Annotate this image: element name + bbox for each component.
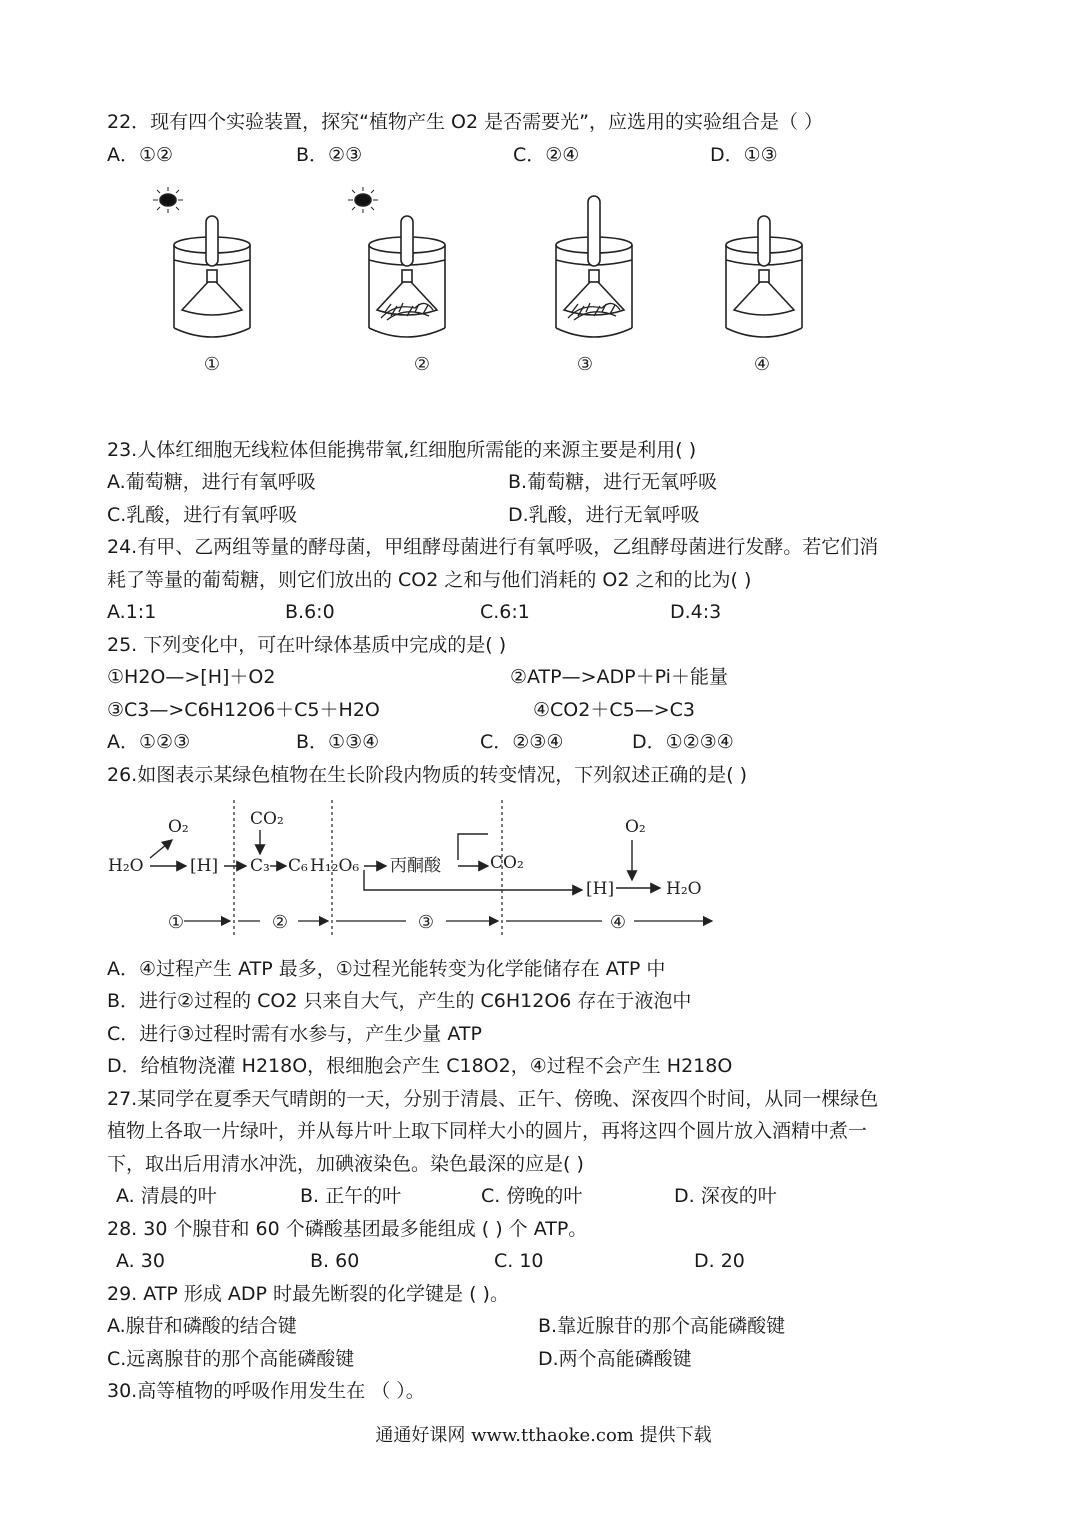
- q25-option-b: B．①③④: [296, 731, 380, 753]
- q23-option-b: B.葡萄糖，进行无氧呼吸: [508, 471, 718, 493]
- q29-option-b: B.靠近腺苷的那个高能磷酸键: [538, 1315, 786, 1337]
- diagram-c3: C₃: [250, 856, 270, 876]
- diagram-h-second: [H]: [586, 879, 615, 899]
- q23-option-c: C.乳酸，进行有氧呼吸: [107, 504, 298, 526]
- diagram-h-first: [H]: [190, 856, 219, 876]
- q29-stem: 29. ATP 形成 ADP 时最先断裂的化学键是 ( )。: [107, 1283, 509, 1305]
- diagram-stage-2: ②: [271, 912, 289, 933]
- q27-option-b: B. 正午的叶: [300, 1185, 402, 1207]
- q26-stem: 26.如图表示某绿色植物在生长阶段内物质的转变情况，下列叙述正确的是( ): [107, 764, 748, 786]
- q25-item-1: ①H2O—>[H]＋O2: [107, 666, 276, 688]
- aquatic-plant: [381, 303, 433, 320]
- q26-option-d: D．给植物浇灌 H218O，根细胞会产生 C18O2，④过程不会产生 H218O: [107, 1055, 733, 1077]
- q26-option-b: B．进行②过程的 CO2 只来自大气，产生的 C6H12O6 存在于液泡中: [107, 990, 692, 1012]
- q24-option-a: A.1:1: [107, 601, 157, 623]
- q27-stem-line-2: 植物上各取一片绿叶，并从每片叶上取下同样大小的圆片，再将这四个圆片放入酒精中煮一: [107, 1120, 868, 1142]
- diagram-h2o-input: H₂O: [108, 856, 144, 876]
- q27-option-a: A. 清晨的叶: [116, 1185, 217, 1207]
- q25-option-a: A．①②③: [107, 731, 191, 753]
- q22-option-a: A．①②: [107, 144, 174, 166]
- q24-stem-line-2: 耗了等量的葡萄糖，则它们放出的 CO2 之和与他们消耗的 O2 之和的比为( ): [107, 569, 752, 591]
- apparatus-3: [556, 196, 632, 337]
- apparatus-label-1: ①: [203, 354, 221, 373]
- sun-icon: [348, 187, 378, 213]
- q24-option-b: B.6:0: [285, 601, 335, 623]
- q26-option-a: A．④过程产生 ATP 最多，①过程光能转变为化学能储存在 ATP 中: [107, 958, 666, 980]
- diagram-h2o-output: H₂O: [666, 879, 702, 899]
- q23-stem: 23.人体红细胞无线粒体但能携带氧,红细胞所需能的来源主要是利用( ): [107, 439, 697, 461]
- sun-icon: [153, 187, 183, 213]
- q28-option-b: B. 60: [310, 1250, 360, 1272]
- diagram-pyruvate: 丙酮酸: [390, 856, 441, 876]
- q27-option-c: C. 傍晚的叶: [481, 1185, 583, 1207]
- diagram-co2-output: CO₂: [490, 853, 524, 873]
- q29-option-d: D.两个高能磷酸键: [538, 1348, 692, 1370]
- q25-stem: 25. 下列变化中，可在叶绿体基质中完成的是( ): [107, 634, 507, 656]
- diagram-co2-input: CO₂: [250, 809, 284, 829]
- q28-option-c: C. 10: [494, 1250, 544, 1272]
- apparatus-label-3: ③: [576, 354, 594, 373]
- q29-option-a: A.腺苷和磷酸的结合键: [107, 1315, 297, 1337]
- q25-option-d: D．①②③④: [632, 731, 734, 753]
- q22-option-c: C．②④: [513, 144, 580, 166]
- q27-stem-line-3: 下，取出后用清水冲洗，加碘液染色。染色最深的应是( ): [107, 1153, 584, 1175]
- apparatus-label-2: ②: [413, 354, 431, 373]
- q22-stem: 22．现有四个实验装置，探究“植物产生 O2 是否需要光”，应选用的实验组合是（ ）: [107, 111, 824, 133]
- q24-option-d: D.4:3: [670, 601, 722, 623]
- experiment-apparatus-figure: [130, 178, 830, 373]
- page-footer: 通通好课网 www.tthaoke.com 提供下载: [375, 1425, 712, 1446]
- apparatus-4: [726, 216, 802, 337]
- apparatus-2: [348, 187, 445, 337]
- q26-metabolism-diagram: [100, 800, 740, 940]
- aquatic-plant: [568, 303, 620, 320]
- diagram-c6: C₆: [288, 856, 308, 876]
- q30-stem: 30.高等植物的呼吸作用发生在 （ ）。: [107, 1380, 425, 1402]
- q28-stem: 28. 30 个腺苷和 60 个磷酸基团最多能组成 ( ) 个 ATP。: [107, 1218, 588, 1240]
- q23-option-d: D.乳酸，进行无氧呼吸: [508, 504, 700, 526]
- apparatus-1: [153, 187, 250, 337]
- q25-item-2: ②ATP—>ADP＋Pi＋能量: [510, 666, 728, 688]
- q24-stem-line-1: 24.有甲、乙两组等量的酵母菌，甲组酵母菌进行有氧呼吸，乙组酵母菌进行发酵。若它们消: [107, 536, 879, 558]
- q29-option-c: C.远离腺苷的那个高能磷酸键: [107, 1348, 355, 1370]
- q24-option-c: C.6:1: [480, 601, 530, 623]
- q25-item-4: ④CO2＋C5—>C3: [533, 699, 695, 721]
- q27-option-d: D. 深夜的叶: [674, 1185, 777, 1207]
- q25-option-c: C．②③④: [480, 731, 564, 753]
- q23-option-a: A.葡萄糖，进行有氧呼吸: [107, 471, 316, 493]
- q28-option-a: A. 30: [116, 1250, 165, 1272]
- diagram-h12o6: H₁₂O₆: [310, 856, 360, 876]
- q22-option-d: D．①③: [710, 144, 778, 166]
- diagram-stage-1: ①: [167, 912, 185, 933]
- diagram-o2-right: O₂: [625, 817, 646, 837]
- q22-option-b: B．②③: [296, 144, 363, 166]
- apparatus-label-4: ④: [753, 354, 771, 373]
- diagram-stage-4: ④: [609, 912, 627, 933]
- diagram-o2-top-left: O₂: [168, 817, 189, 837]
- q28-option-d: D. 20: [694, 1250, 745, 1272]
- q26-option-c: C．进行③过程时需有水参与，产生少量 ATP: [107, 1023, 482, 1045]
- q25-item-3: ③C3—>C6H12O6＋C5＋H2O: [107, 699, 380, 721]
- q27-stem-line-1: 27.某同学在夏季天气晴朗的一天，分别于清晨、正午、傍晚、深夜四个时间，从同一棵绿色: [107, 1088, 879, 1110]
- diagram-stage-3: ③: [417, 912, 435, 933]
